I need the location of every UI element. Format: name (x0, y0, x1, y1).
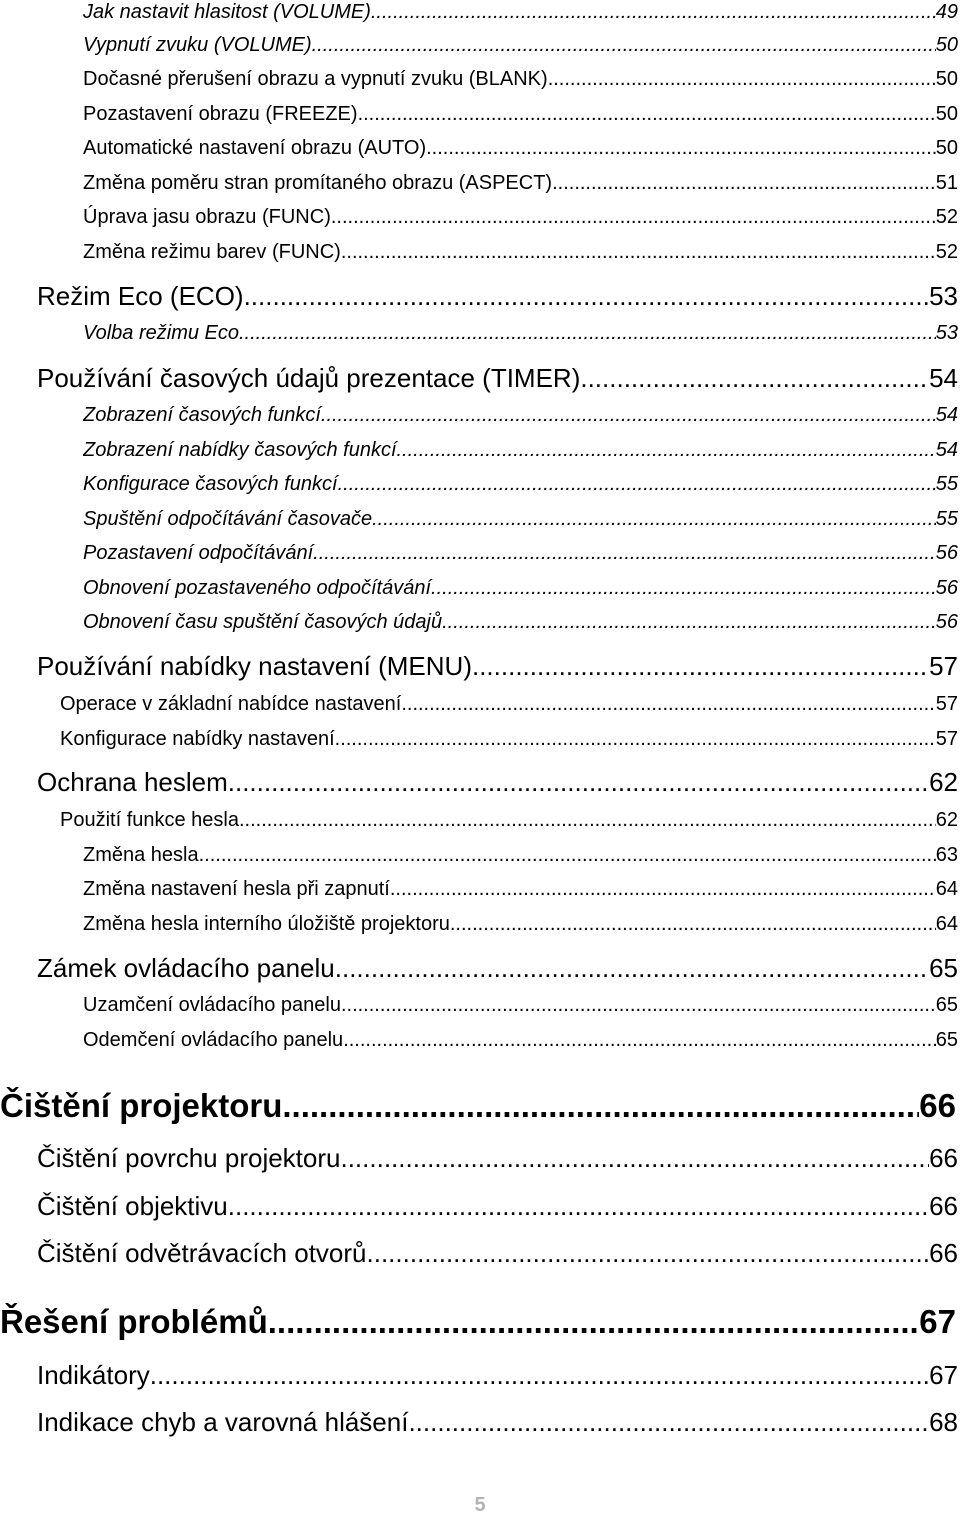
dot-leader (341, 991, 936, 1019)
toc-entry-title: Automatické nastavení obrazu (AUTO) (83, 137, 427, 159)
dot-leader (358, 100, 936, 128)
dot-leader (321, 401, 936, 429)
toc-entry[interactable] (83, 608, 958, 636)
toc-entry[interactable] (37, 648, 958, 684)
toc-entry[interactable] (83, 319, 958, 347)
toc-entry-page: 63 (935, 844, 958, 866)
dot-leader (268, 1300, 920, 1344)
toc-entry-title: Režim Eco (ECO) (37, 281, 244, 311)
toc-entry[interactable] (83, 436, 958, 464)
dot-leader (199, 841, 936, 869)
page-number: 5 (474, 1494, 486, 1516)
dot-leader (401, 690, 935, 718)
dot-leader (548, 65, 936, 93)
toc-entry[interactable] (37, 360, 958, 396)
dot-leader (390, 875, 936, 903)
toc-entry-title: Pozastavení odpočítávání (83, 542, 314, 564)
dot-leader (343, 1026, 936, 1054)
dot-leader (340, 1140, 929, 1176)
dot-leader (228, 1188, 929, 1224)
toc-entry-page: 64 (935, 878, 958, 900)
dot-leader (372, 505, 936, 533)
dot-leader (312, 31, 936, 59)
toc-entry[interactable] (37, 1140, 958, 1176)
toc-entry[interactable] (83, 910, 958, 938)
toc-entry[interactable] (83, 875, 958, 903)
dot-leader (335, 950, 929, 986)
toc-entry[interactable] (83, 841, 958, 869)
toc-entry-page: 56 (935, 542, 958, 564)
dot-leader (431, 574, 936, 602)
toc-entry[interactable] (83, 0, 958, 26)
toc-entry-title: Používání nabídky nastavení (MENU) (37, 651, 472, 681)
toc-entry-page: 55 (935, 508, 958, 530)
toc-entry-title: Vypnutí zvuku (VOLUME) (83, 34, 312, 56)
toc-entry[interactable] (83, 169, 958, 197)
toc-entry-title: Změna režimu barev (FUNC) (83, 241, 341, 263)
toc-entry-title: Ochrana heslem (37, 767, 228, 797)
toc-entry-page: 66 (929, 1143, 958, 1173)
toc-entry[interactable] (37, 1404, 958, 1440)
toc-entry-title: Změna hesla (83, 844, 199, 866)
toc-entry[interactable] (60, 806, 958, 834)
toc-entry-page: 67 (919, 1303, 956, 1340)
toc-entry-page: 55 (935, 473, 958, 495)
dot-leader (450, 910, 936, 938)
toc-entry[interactable] (83, 238, 958, 266)
toc-entry[interactable] (83, 203, 958, 231)
toc-entry[interactable] (37, 764, 958, 800)
toc-entry-title: Změna poměru stran promítaného obrazu (ASPECT) (83, 172, 553, 194)
dot-leader (338, 470, 936, 498)
toc-entry-title: Indikátory (37, 1360, 150, 1390)
dot-leader (442, 608, 936, 636)
toc-entry-title: Čištění povrchu projektoru (37, 1143, 341, 1173)
toc-entry-title: Používání časových údajů prezentace (TIMER) (37, 363, 581, 393)
toc-entry-title: Čištění odvětrávacích otvorů (37, 1238, 367, 1268)
toc-entry-page: 57 (935, 693, 958, 715)
toc-entry-title: Indikace chyb a varovná hlášení (37, 1407, 409, 1437)
toc-entry-page: 62 (935, 809, 958, 831)
dot-leader (150, 1357, 929, 1393)
toc-entry-title: Zobrazení časových funkcí (83, 404, 321, 426)
dot-leader (580, 360, 929, 396)
dot-leader (239, 319, 936, 347)
toc-entry[interactable] (0, 1300, 956, 1344)
toc-entry-title: Zámek ovládacího panelu (37, 953, 335, 983)
toc-entry-page: 50 (935, 103, 958, 125)
toc-entry[interactable] (83, 1026, 958, 1054)
dot-leader (371, 0, 936, 26)
toc-entry-page: 49 (935, 1, 958, 23)
toc-entry[interactable] (60, 725, 958, 753)
toc-entry-page: 56 (935, 611, 958, 633)
toc-entry-title: Čištění projektoru (0, 1087, 283, 1124)
toc-entry-title: Řešení problémů (0, 1303, 268, 1340)
toc-entry-title: Odemčení ovládacího panelu (83, 1029, 344, 1051)
toc-entry[interactable] (37, 1235, 958, 1271)
toc-entry-page: 66 (929, 1238, 958, 1268)
dot-leader (335, 725, 936, 753)
toc-entry-page: 57 (929, 651, 958, 681)
toc-entry-title: Dočasné přerušení obrazu a vypnutí zvuku (BLANK) (83, 68, 548, 90)
toc-entry-title: Obnovení času spuštění časových údajů (83, 611, 443, 633)
toc-entry-title: Obnovení pozastaveného odpočítávání (83, 577, 432, 599)
toc-entry-title: Úprava jasu obrazu (FUNC) (83, 206, 331, 228)
toc-entry-page: 52 (935, 241, 958, 263)
toc-entry-page: 62 (929, 767, 958, 797)
toc-entry-title: Zobrazení nabídky časových funkcí (83, 439, 397, 461)
toc-entry-title: Konfigurace časových funkcí (83, 473, 338, 495)
toc-entry[interactable] (0, 1084, 956, 1128)
toc-entry[interactable] (83, 134, 958, 162)
toc-entry-page: 51 (935, 172, 958, 194)
toc-entry-page: 57 (935, 728, 958, 750)
toc-entry[interactable] (37, 278, 958, 314)
dot-leader (331, 203, 936, 231)
toc-entry[interactable] (60, 690, 958, 718)
toc-entry-page: 66 (919, 1087, 956, 1124)
dot-leader (426, 134, 936, 162)
toc-entry-page: 54 (935, 439, 958, 461)
toc-entry[interactable] (37, 1188, 958, 1224)
toc-entry-title: Pozastavení obrazu (FREEZE) (83, 103, 358, 125)
dot-leader (313, 539, 936, 567)
toc-entry[interactable] (83, 401, 958, 429)
toc-entry[interactable] (83, 65, 958, 93)
toc-entry-page: 50 (935, 68, 958, 90)
toc-entry-page: 53 (935, 322, 958, 344)
toc-entry-page: 50 (935, 34, 958, 56)
toc-entry[interactable] (83, 991, 958, 1019)
dot-leader (244, 278, 930, 314)
toc-entry-title: Použití funkce hesla (60, 809, 239, 831)
dot-leader (282, 1084, 919, 1128)
toc-entry-title: Spuštění odpočítávání časovače (83, 508, 373, 530)
toc-entry-title: Jak nastavit hlasitost (VOLUME) (83, 1, 371, 23)
toc-entry-title: Čištění objektivu (37, 1191, 228, 1221)
toc-entry-page: 68 (929, 1407, 958, 1437)
toc-entry[interactable] (83, 31, 958, 59)
toc-entry-title: Operace v základní nabídce nastavení (60, 693, 402, 715)
toc-entry[interactable] (37, 1357, 958, 1393)
dot-leader (472, 648, 929, 684)
dot-leader (228, 764, 929, 800)
toc-entry-page: 54 (929, 363, 958, 393)
dot-leader (341, 238, 936, 266)
toc-entry-title: Konfigurace nabídky nastavení (60, 728, 335, 750)
dot-leader (552, 169, 936, 197)
toc-entry[interactable] (83, 574, 958, 602)
toc-entry-page: 54 (935, 404, 958, 426)
toc-entry-title: Změna hesla interního úložiště projektoru (83, 913, 450, 935)
toc-entry[interactable] (83, 100, 958, 128)
toc-entry-page: 52 (935, 206, 958, 228)
toc-entry-page: 66 (929, 1191, 958, 1221)
dot-leader (367, 1235, 930, 1271)
toc-entry-page: 65 (929, 953, 958, 983)
toc-entry[interactable] (83, 505, 958, 533)
toc-entry[interactable] (37, 950, 958, 986)
toc-entry-page: 65 (935, 1029, 958, 1051)
toc-entry-page: 56 (935, 577, 958, 599)
toc-entry-page: 64 (935, 913, 958, 935)
toc-entry-page: 67 (929, 1360, 958, 1390)
toc-entry-page: 65 (935, 994, 958, 1016)
toc-entry[interactable] (83, 539, 958, 567)
dot-leader (408, 1404, 929, 1440)
dot-leader (239, 806, 936, 834)
toc-entry-page: 53 (929, 281, 958, 311)
toc-entry-page: 50 (935, 137, 958, 159)
toc-entry-title: Volba režimu Eco (83, 322, 239, 344)
toc-entry-title: Uzamčení ovládacího panelu (83, 994, 341, 1016)
toc-entry[interactable] (83, 470, 958, 498)
toc-entry-title: Změna nastavení hesla při zapnutí (83, 878, 390, 900)
dot-leader (397, 436, 936, 464)
